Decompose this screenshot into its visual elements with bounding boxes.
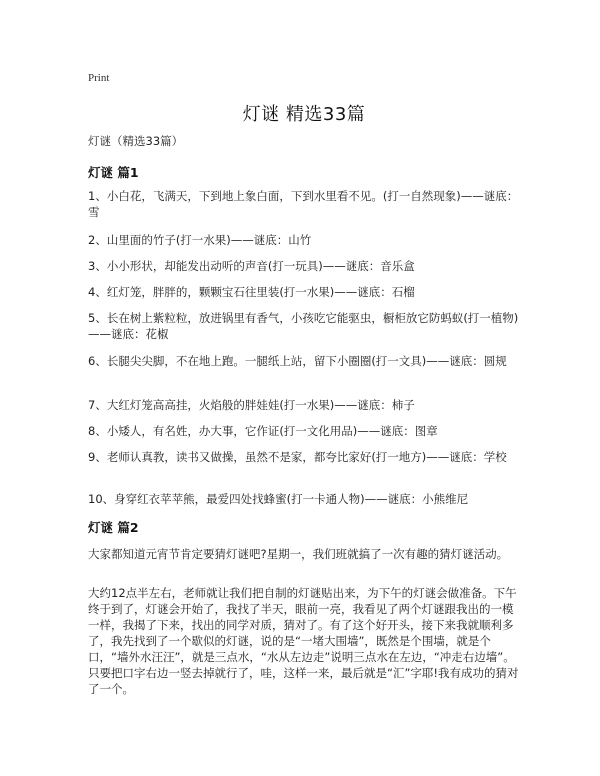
riddle-item: 4、红灯笼，胖胖的，颗颗宝石往里装(打一水果)——谜底：石榴 (88, 285, 415, 299)
paragraph: 大约12点半左右，老师就让我们把自制的灯谜贴出来，为下午的灯谜会做准备。下午终于到了，灯谜会开始了，我找了半天，眼前一亮，我看见了两个灯谜跟我出的一模一样，我揭了下来，找出的同学对质，猜对了。有了这个好开头，接下来我就顺利多了，我先找到了一个歇似的灯谜，说的是“一堵大围墙”，既然是个围墙，就是个口，“墙外水汪汪”，就是三点水，“水从左边走”说明三点水在左边，“冲走右边墙”。只要把口字右边一竖去掉就行了，哇，这样一来，最后就是“汇”字耶!我有成功的猜对了一个。 (88, 586, 519, 696)
riddle-item: 5、长在树上紫粒粒，放进锅里有香气，小孩吃它能驱虫，橱柜放它防蚂蚁(打一植物)——谜底：花椒 (88, 311, 519, 341)
section-heading-2: 灯谜 篇2 (88, 520, 139, 535)
riddle-item: 9、老师认真教，读书又做操，虽然不是家，都夸比家好(打一地方)——谜底：学校 (88, 450, 507, 464)
riddle-item: 3、小小形状，却能发出动听的声音(打一玩具)——谜底：音乐盒 (88, 259, 415, 273)
paragraph: 大家都知道元宵节肯定要猜灯谜吧?星期一，我们班就搞了一次有趣的猜灯谜活动。 (88, 547, 509, 561)
riddle-item: 10、身穿红衣苹苹熊，最爱四处找蜂蜜(打一卡通人物)——谜底：小熊维尼 (88, 492, 469, 506)
riddle-item: 7、大红灯笼高高挂，火焰般的胖娃娃(打一水果)——谜底：柿子 (88, 398, 415, 412)
riddle-item: 1、小白花，飞满天，下到地上象白面，下到水里看不见。(打一自然现象)——谜底：雪 (88, 189, 519, 219)
print-label: Print (88, 72, 110, 84)
section-heading-1: 灯谜 篇1 (88, 165, 139, 180)
riddle-item: 2、山里面的竹子(打一水果)——谜底：山竹 (88, 233, 312, 247)
document-subtitle: 灯谜（精选33篇） (88, 134, 184, 148)
page-title: 灯谜 精选33篇 (242, 104, 366, 125)
riddle-item: 8、小矮人，有名姓，办大事，它作证(打一文化用品)——谜底：图章 (88, 424, 438, 438)
riddle-item: 6、长腿尖尖脚，不在地上跑。一腿纸上站，留下小圈圈(打一文具)——谜底：圆规 (88, 354, 507, 368)
